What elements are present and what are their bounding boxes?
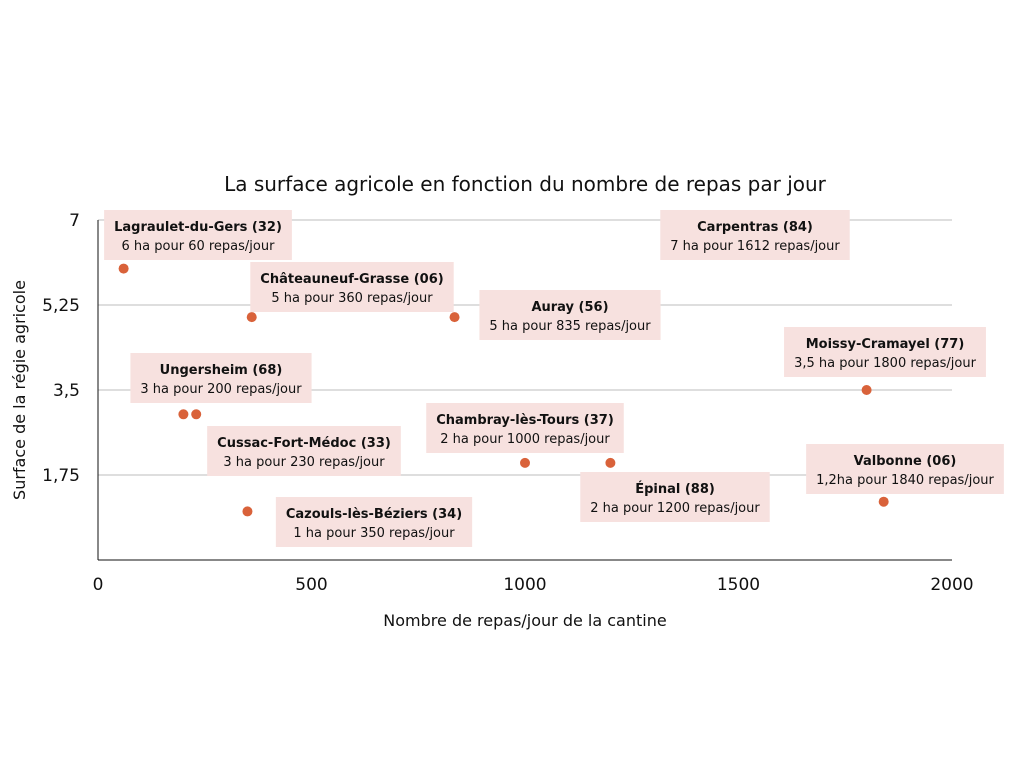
annotation-detail: 1 ha pour 350 repas/jour	[293, 526, 455, 541]
annotation-detail: 5 ha pour 835 repas/jour	[489, 319, 651, 334]
annotation-detail: 3 ha pour 200 repas/jour	[140, 382, 302, 397]
chart-title: La surface agricole en fonction du nombre de repas par jour	[224, 172, 826, 196]
y-tick-label: 7	[69, 211, 80, 231]
data-point	[178, 409, 188, 419]
annotation-name: Lagraulet-du-Gers (32)	[114, 220, 282, 235]
annotation-name: Épinal (88)	[635, 482, 715, 497]
point-annotation	[426, 403, 624, 453]
data-point	[862, 385, 872, 395]
x-tick-label: 0	[92, 575, 104, 595]
y-axis-label: Surface de la régie agricole	[10, 280, 29, 500]
data-point	[520, 458, 530, 468]
point-annotation	[806, 444, 1004, 494]
point-annotation	[276, 497, 472, 547]
data-point	[191, 409, 201, 419]
annotation-name: Carpentras (84)	[697, 220, 813, 235]
y-tick-label: 3,5	[52, 381, 80, 401]
annotation-detail: 1,2ha pour 1840 repas/jour	[816, 473, 994, 488]
x-tick-label: 500	[295, 575, 328, 595]
annotation-detail: 3 ha pour 230 repas/jour	[223, 455, 385, 470]
x-tick-label: 2000	[930, 575, 974, 595]
y-tick-label: 1,75	[42, 466, 80, 486]
x-tick-label: 1000	[503, 575, 547, 595]
annotation-detail: 6 ha pour 60 repas/jour	[121, 239, 275, 254]
annotation-detail: 5 ha pour 360 repas/jour	[271, 291, 433, 306]
point-annotation	[479, 290, 660, 340]
x-tick-labels	[93, 575, 974, 595]
point-annotation	[580, 472, 769, 522]
data-point	[605, 458, 615, 468]
data-point	[247, 312, 257, 322]
annotation-name: Chambray-lès-Tours (37)	[436, 413, 614, 428]
data-point	[119, 264, 129, 274]
data-point	[450, 312, 460, 322]
annotation-name: Châteauneuf-Grasse (06)	[260, 272, 444, 287]
point-annotation	[207, 426, 401, 476]
data-point	[879, 497, 889, 507]
point-annotations	[104, 210, 1004, 547]
y-tick-labels	[42, 211, 80, 486]
point-annotation	[104, 210, 292, 260]
point-annotation	[660, 210, 849, 260]
annotation-name: Ungersheim (68)	[159, 363, 283, 378]
annotation-name: Cussac-Fort-Médoc (33)	[217, 436, 391, 451]
y-tick-label: 5,25	[42, 296, 80, 316]
point-annotation	[784, 327, 986, 377]
annotation-detail: 2 ha pour 1000 repas/jour	[440, 432, 610, 447]
data-point	[242, 506, 252, 516]
annotation-name: Auray (56)	[531, 300, 609, 315]
annotation-detail: 3,5 ha pour 1800 repas/jour	[794, 356, 976, 371]
annotation-name: Valbonne (06)	[853, 454, 957, 469]
x-axis-label: Nombre de repas/jour de la cantine	[383, 611, 667, 630]
annotation-detail: 2 ha pour 1200 repas/jour	[590, 501, 760, 516]
annotation-name: Moissy-Cramayel (77)	[805, 337, 965, 352]
x-tick-label: 1500	[716, 575, 761, 595]
annotation-detail: 7 ha pour 1612 repas/jour	[670, 239, 840, 254]
point-annotation	[130, 353, 311, 403]
annotation-name: Cazouls-lès-Béziers (34)	[285, 507, 463, 522]
point-annotation	[250, 262, 453, 312]
